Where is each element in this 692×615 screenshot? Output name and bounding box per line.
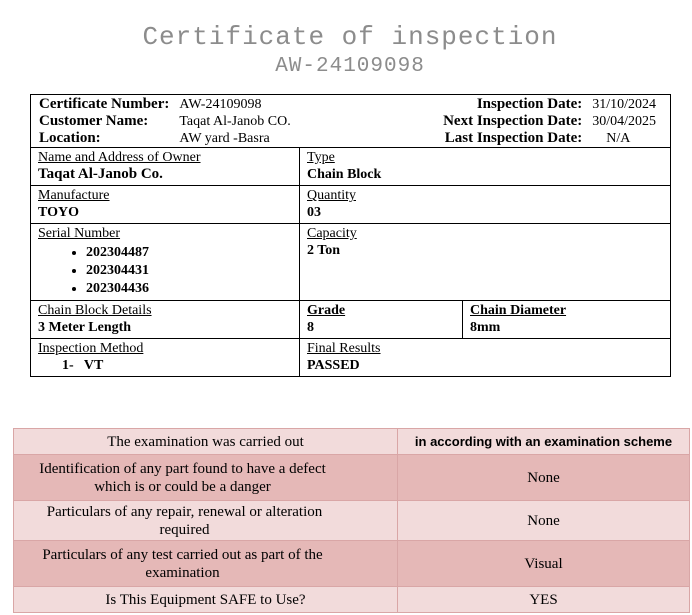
owner-value: Taqat Al-Janob Co.	[38, 166, 163, 182]
quantity-cell	[300, 186, 671, 224]
certificate-code: AW-24109098	[275, 55, 425, 78]
certificate-details-table	[30, 94, 671, 377]
type-cell	[300, 148, 671, 186]
grade-label: Grade	[307, 303, 346, 318]
certificate-title: Certificate of inspection	[142, 22, 558, 52]
exam-question: Particulars of any repair, renewal or alteration required	[14, 501, 398, 541]
serial-cell	[31, 224, 300, 301]
exam-row	[14, 429, 690, 455]
location-label: Location:	[39, 130, 101, 146]
results-cell	[300, 339, 671, 377]
diameter-cell	[463, 301, 671, 339]
type-label: Type	[307, 150, 335, 165]
chain-details-cell	[31, 301, 300, 339]
serial-item: • 202304431	[86, 262, 292, 280]
exam-question: Is This Equipment SAFE to Use?	[14, 587, 398, 613]
serial-item: • 202304487	[86, 244, 292, 262]
exam-question: Identification of any part found to have a defect which is or could be a danger	[14, 455, 398, 501]
exam-answer: None	[398, 455, 690, 501]
method-cell	[31, 339, 300, 377]
results-value: PASSED	[307, 358, 360, 373]
quantity-label: Quantity	[307, 188, 356, 203]
exam-answer: None	[398, 501, 690, 541]
inspection-date-label: Inspection Date:	[476, 96, 583, 112]
owner-cell	[31, 148, 300, 186]
grade-value: 8	[307, 320, 314, 335]
exam-answer: YES	[398, 587, 690, 613]
exam-question: The examination was carried out	[14, 429, 398, 455]
customer-value: Taqat Al-Janob CO.	[179, 114, 291, 129]
manufacture-label: Manufacture	[38, 188, 110, 203]
chain-details-value: 3 Meter Length	[38, 320, 132, 335]
quantity-value: 03	[307, 205, 321, 220]
capacity-label: Capacity	[307, 226, 357, 241]
exam-row	[14, 541, 690, 587]
exam-row	[14, 587, 690, 613]
exam-row	[14, 501, 690, 541]
next-inspection-value: 30/04/2025	[592, 114, 657, 129]
exam-row	[14, 455, 690, 501]
chain-details-label: Chain Block Details	[38, 303, 152, 318]
grade-cell	[300, 301, 463, 339]
diameter-value: 8mm	[470, 320, 501, 335]
capacity-cell	[300, 224, 671, 301]
exam-question: Particulars of any test carried out as part of the examination	[14, 541, 398, 587]
last-inspection-label: Last Inspection Date:	[444, 130, 583, 146]
header-block	[31, 95, 671, 148]
type-value: Chain Block	[307, 167, 382, 182]
serial-list	[38, 244, 292, 298]
results-label: Final Results	[307, 341, 381, 356]
method-value: 1- VT	[62, 358, 104, 373]
location-value: AW yard -Basra	[179, 131, 270, 146]
capacity-value: 2 Ton	[307, 243, 341, 258]
serial-label: Serial Number	[38, 226, 121, 241]
diameter-label: Chain Diameter	[470, 303, 567, 318]
exam-answer: in according with an examination scheme	[398, 429, 690, 455]
exam-answer: Visual	[398, 541, 690, 587]
next-inspection-label: Next Inspection Date:	[443, 113, 583, 129]
owner-label: Name and Address of Owner	[38, 150, 201, 165]
serial-item: • 202304436	[86, 280, 292, 298]
manufacture-cell	[31, 186, 300, 224]
examination-table	[13, 428, 690, 613]
cert-number-label: Certificate Number:	[39, 96, 170, 112]
last-inspection-value: N/A	[606, 131, 631, 146]
manufacture-value: TOYO	[38, 205, 79, 220]
method-label: Inspection Method	[38, 341, 144, 356]
cert-number-value: AW-24109098	[179, 97, 262, 112]
customer-label: Customer Name:	[39, 113, 149, 129]
inspection-date-value: 31/10/2024	[592, 97, 657, 112]
